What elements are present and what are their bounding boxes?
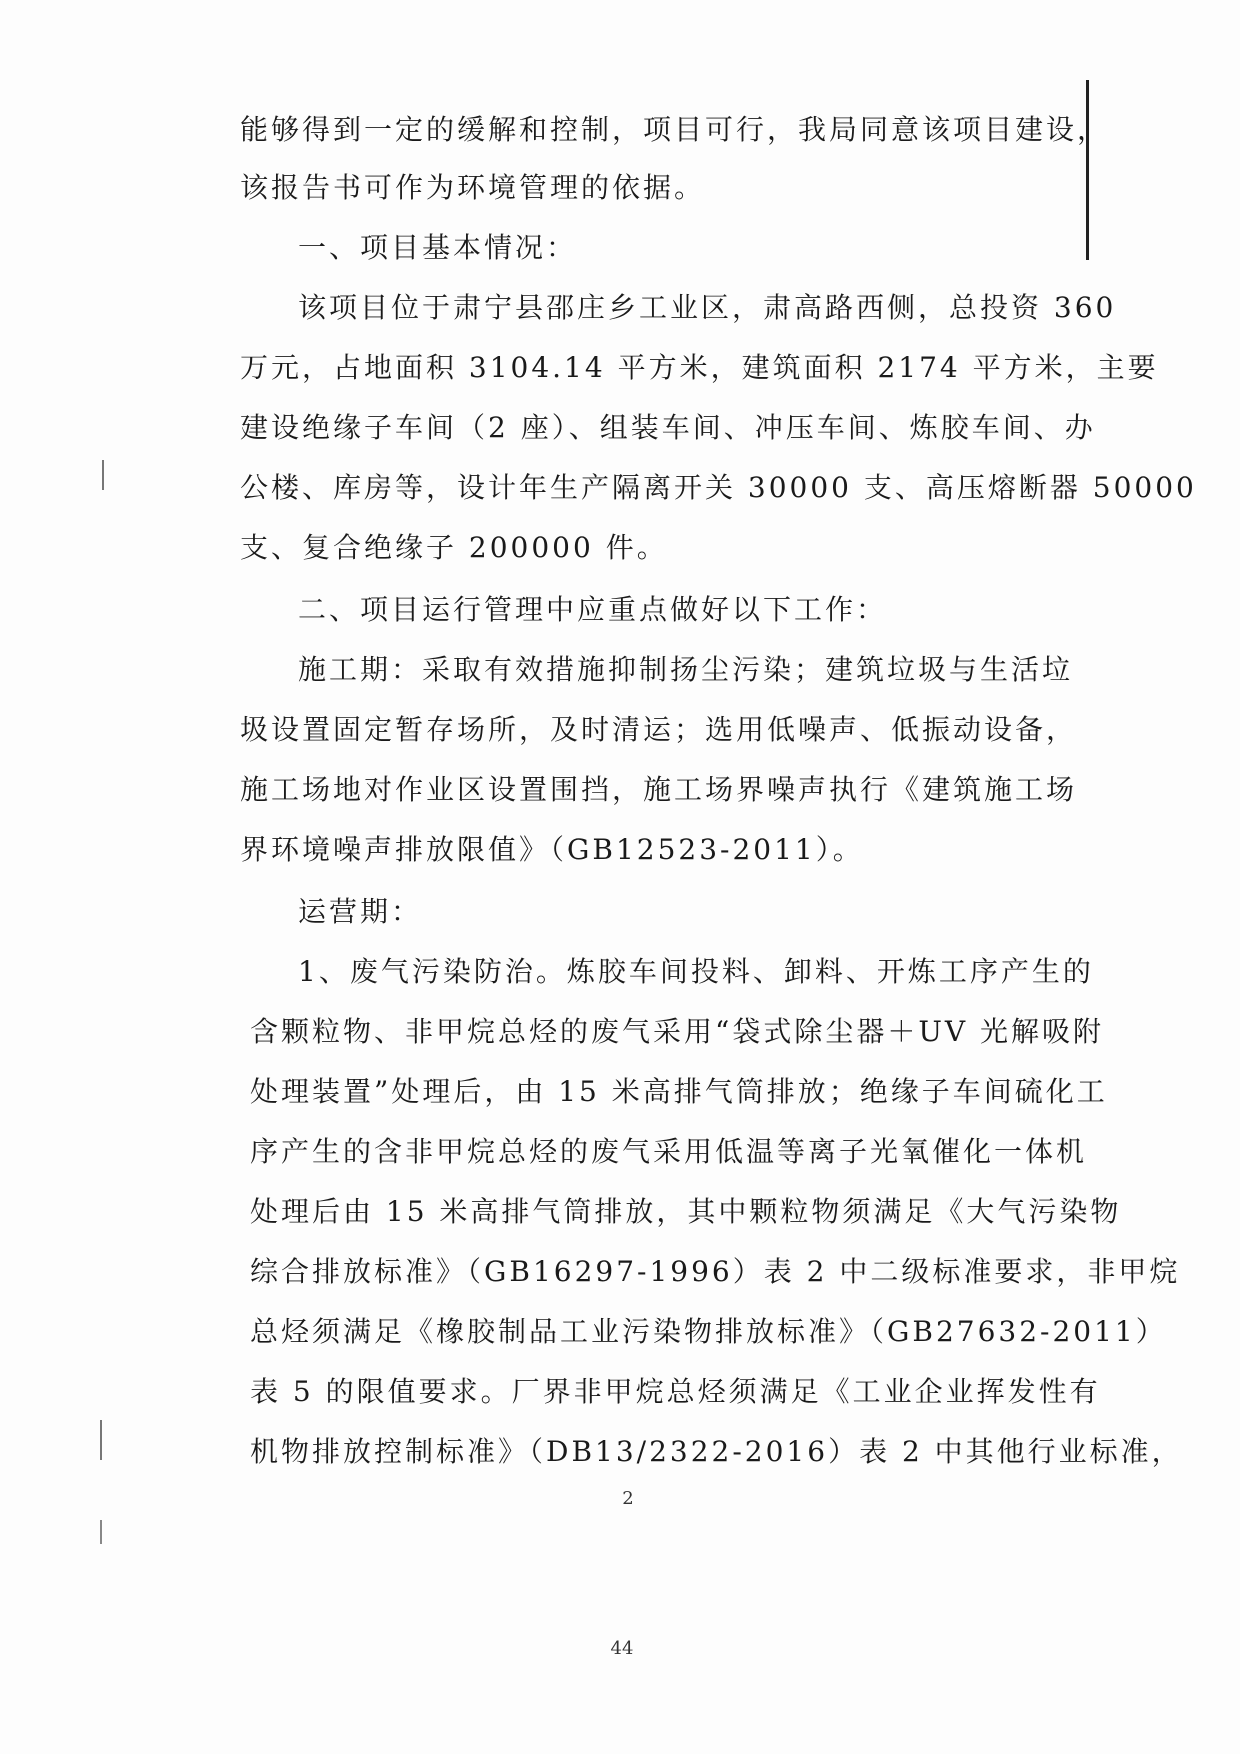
paragraph-line: 施工期：采取有效措施抑制扬尘污染；建筑垃圾与生活垃 bbox=[298, 653, 1074, 686]
paragraph-line: 序产生的含非甲烷总烃的废气采用低温等离子光氧催化一体机 bbox=[250, 1135, 1088, 1168]
paragraph-line: 该项目位于肃宁县邵庄乡工业区，肃高路西侧，总投资 360 bbox=[298, 291, 1117, 324]
paragraph-line: 机物排放控制标准》（DB13/2322-2016）表 2 中其他行业标准， bbox=[250, 1435, 1183, 1468]
paragraph-line: 能够得到一定的缓解和控制，项目可行，我局同意该项目建设， bbox=[240, 113, 1109, 146]
paragraph-line: 处理后由 15 米高排气筒排放，其中颗粒物须满足《大气污染物 bbox=[250, 1195, 1122, 1228]
paragraph-line: 施工场地对作业区设置围挡，施工场界噪声执行《建筑施工场 bbox=[240, 773, 1078, 806]
scan-edge-mark bbox=[100, 1520, 102, 1544]
section-heading: 一、项目基本情况： bbox=[298, 231, 578, 264]
paragraph-line: 总烃须满足《橡胶制品工业污染物排放标准》（GB27632-2011） bbox=[250, 1315, 1167, 1348]
paragraph-line: 含颗粒物、非甲烷总烃的废气采用“袋式除尘器＋UV 光解吸附 bbox=[250, 1015, 1105, 1048]
paragraph-line: 1、废气污染防治。炼胶车间投料、卸料、开炼工序产生的 bbox=[298, 955, 1094, 988]
paragraph-line: 圾设置固定暂存场所，及时清运；选用低噪声、低振动设备， bbox=[240, 713, 1078, 746]
section-heading: 二、项目运行管理中应重点做好以下工作： bbox=[298, 593, 888, 626]
paragraph-line: 界环境噪声排放限值》（GB12523-2011）。 bbox=[240, 833, 864, 866]
paragraph-line: 公楼、库房等，设计年生产隔离开关 30000 支、高压熔断器 50000 bbox=[240, 471, 1197, 504]
paragraph-line: 表 5 的限值要求。厂界非甲烷总烃须满足《工业企业挥发性有 bbox=[250, 1375, 1101, 1408]
paragraph-line: 万元，占地面积 3104.14 平方米，建筑面积 2174 平方米，主要 bbox=[240, 351, 1159, 384]
scan-edge-mark bbox=[102, 460, 104, 490]
paragraph-line: 综合排放标准》（GB16297-1996）表 2 中二级标准要求，非甲烷 bbox=[250, 1255, 1181, 1288]
paragraph-line: 建设绝缘子车间（2 座）、组装车间、冲压车间、炼胶车间、办 bbox=[240, 411, 1096, 444]
paragraph-line: 支、复合绝缘子 200000 件。 bbox=[240, 531, 668, 564]
scan-edge-mark bbox=[1086, 80, 1089, 260]
section-heading: 运营期： bbox=[298, 895, 423, 928]
paragraph-line: 该报告书可作为环境管理的依据。 bbox=[240, 171, 706, 204]
scan-edge-mark bbox=[100, 1420, 102, 1460]
inner-page-number: 2 bbox=[622, 1488, 634, 1509]
outer-page-number: 44 bbox=[610, 1638, 634, 1659]
paragraph-line: 处理装置”处理后，由 15 米高排气筒排放；绝缘子车间硫化工 bbox=[250, 1075, 1108, 1108]
